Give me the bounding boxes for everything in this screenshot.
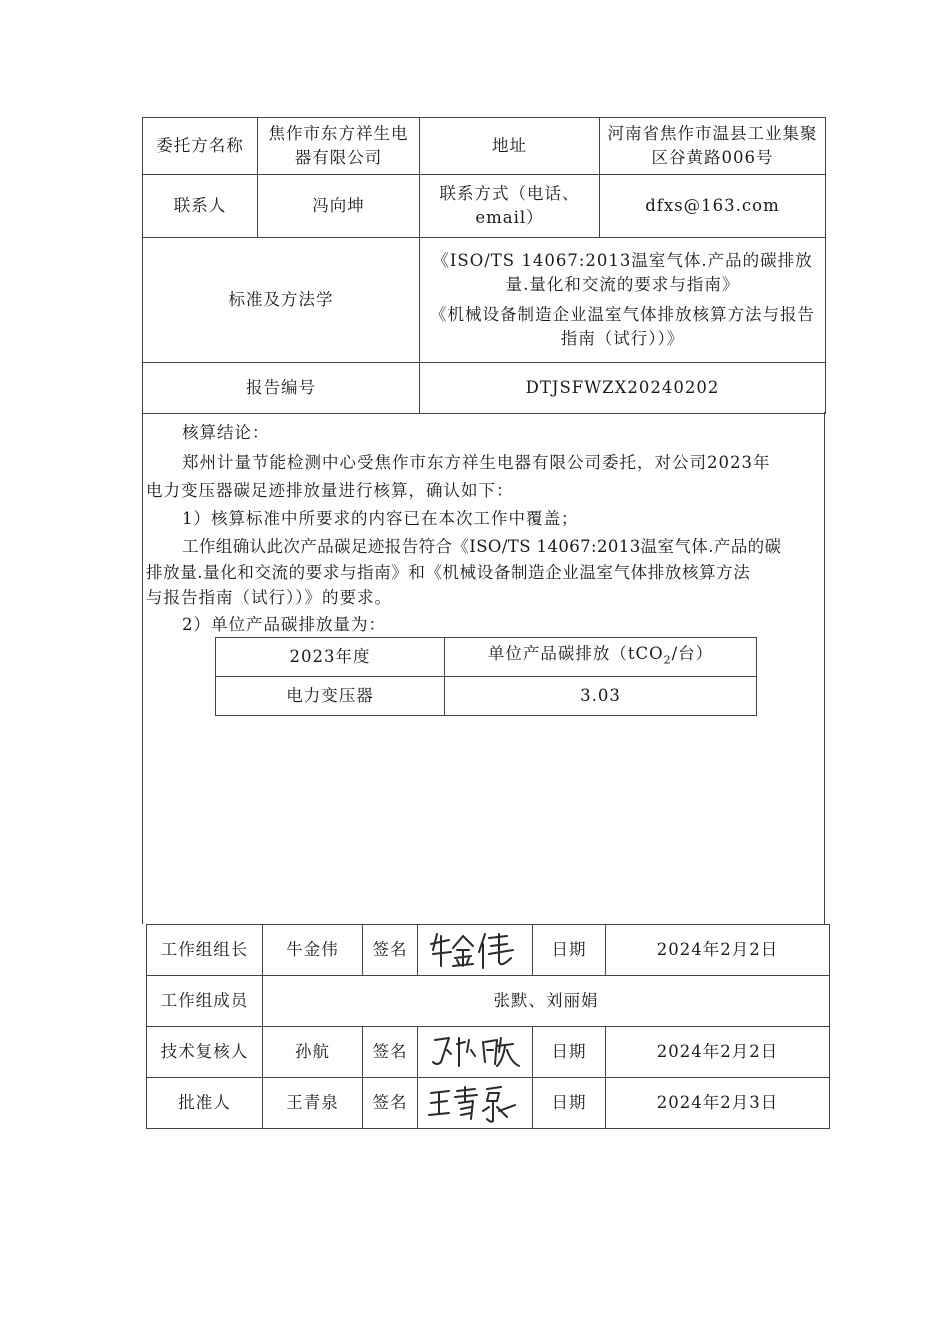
members-label: 工作组成员 xyxy=(147,976,263,1027)
approver-signature xyxy=(418,1078,533,1129)
leader-date-label: 日期 xyxy=(533,925,606,976)
members-value: 张默、刘丽娟 xyxy=(263,976,830,1027)
signoff-table xyxy=(146,924,830,1129)
result-header-year: 2023年度 xyxy=(216,638,445,677)
address-label: 地址 xyxy=(420,118,600,175)
leader-name: 牛金伟 xyxy=(263,925,363,976)
approver-label: 批准人 xyxy=(147,1078,263,1129)
conclusion-paragraph-2-line-1: 工作组确认此次产品碳足迹报告符合《ISO/TS 14067:2013温室气体.产品的碳 xyxy=(182,537,782,556)
conclusion-paragraph-2-line-3: 与报告指南（试行））》的要求。 xyxy=(146,588,392,607)
reviewer-label: 技术复核人 xyxy=(147,1027,263,1078)
reviewer-name: 孙航 xyxy=(263,1027,363,1078)
leader-sign-label: 签名 xyxy=(363,925,418,976)
contact-method-label: 联系方式（电话、email） xyxy=(420,175,600,238)
conclusion-paragraph-2-line-2: 排放量.量化和交流的要求与指南》和《机械设备制造企业温室气体排放核算方法 xyxy=(146,563,751,582)
approver-sign-label: 签名 xyxy=(363,1078,418,1129)
report-no-label: 报告编号 xyxy=(143,363,420,414)
result-header-unit xyxy=(445,638,757,677)
conclusion-item-1: 1）核算标准中所要求的内容已在本次工作中覆盖； xyxy=(182,509,579,528)
address-value: 河南省焦作市温县工业集聚区谷黄路006号 xyxy=(600,118,826,175)
reviewer-date: 2024年2月2日 xyxy=(606,1027,830,1078)
approver-date-label: 日期 xyxy=(533,1078,606,1129)
result-header-unit-prefix: 单位产品碳排放（tCO xyxy=(487,643,664,663)
approver-name: 王青泉 xyxy=(263,1078,363,1129)
standard-machinery-ghg: 《机械设备制造企业温室气体排放核算方法与报告指南（试行））》 xyxy=(430,305,815,348)
conclusion-heading: 核算结论： xyxy=(182,423,270,442)
reviewer-sign-label: 签名 xyxy=(363,1027,418,1078)
leader-handwritten-signature xyxy=(427,928,523,972)
report-no-value: DTJSFWZX20240202 xyxy=(420,363,826,414)
approver-date: 2024年2月3日 xyxy=(606,1078,830,1129)
leader-signature xyxy=(418,925,533,976)
reviewer-handwritten-signature xyxy=(427,1032,523,1072)
contact-person-value: 冯向坤 xyxy=(258,175,420,238)
standard-iso-14067: 《ISO/TS 14067:2013温室气体.产品的碳排放量.量化和交流的要求与指南》 xyxy=(432,251,813,294)
reviewer-date-label: 日期 xyxy=(533,1027,606,1078)
carbon-emission-result-table xyxy=(215,637,757,716)
contact-person-label: 联系人 xyxy=(143,175,258,238)
client-name-label: 委托方名称 xyxy=(143,118,258,175)
result-header-unit-subscript: 2 xyxy=(663,653,672,667)
reviewer-signature xyxy=(418,1027,533,1078)
contact-method-value: dfxs@163.com xyxy=(600,175,826,238)
standards-label: 标准及方法学 xyxy=(143,238,420,363)
leader-date: 2024年2月2日 xyxy=(606,925,830,976)
client-name-value: 焦作市东方祥生电器有限公司 xyxy=(258,118,420,175)
leader-label: 工作组组长 xyxy=(147,925,263,976)
result-product: 电力变压器 xyxy=(216,677,445,716)
approver-handwritten-signature xyxy=(427,1083,523,1123)
conclusion-paragraph-1-line-1: 郑州计量节能检测中心受焦作市东方祥生电器有限公司委托，对公司2023年 xyxy=(182,453,771,472)
result-value: 3.03 xyxy=(445,677,757,716)
conclusion-paragraph-1-line-2: 电力变压器碳足迹排放量进行核算，确认如下： xyxy=(146,481,514,500)
client-info-table xyxy=(142,117,826,414)
result-header-unit-suffix: /台） xyxy=(671,643,714,663)
standards-value xyxy=(420,238,826,363)
conclusion-item-2: 2）单位产品碳排放量为： xyxy=(182,615,386,634)
